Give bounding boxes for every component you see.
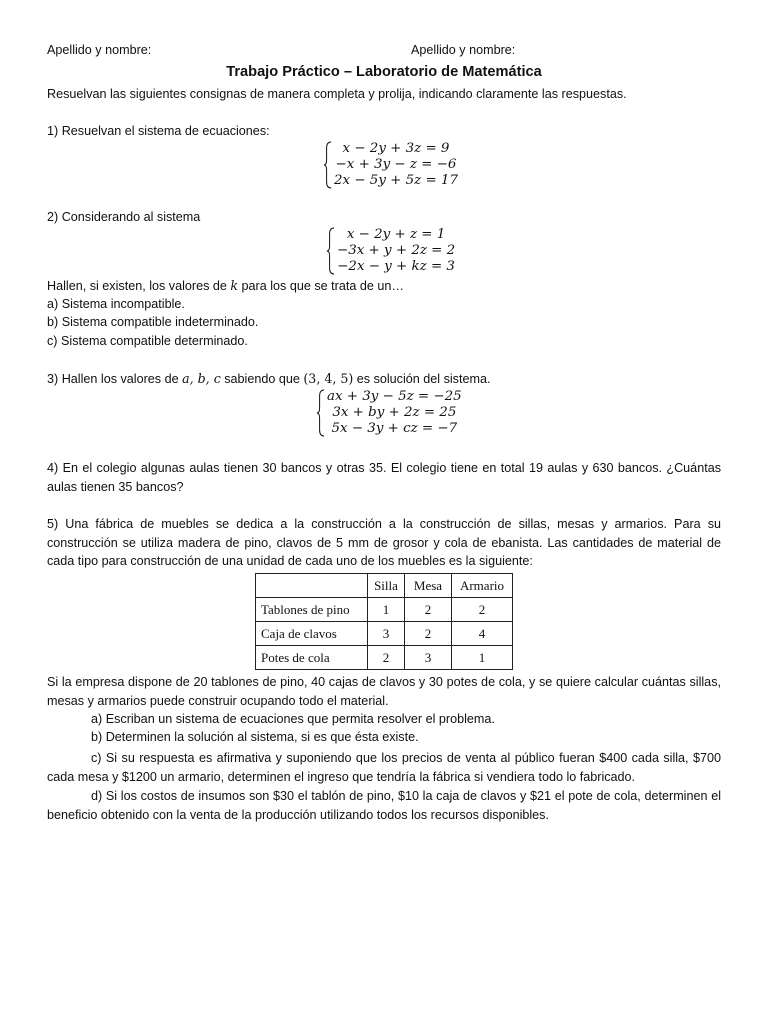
table-cell: Tablones de pino [256, 598, 368, 622]
q1-equation: −x + 3y − z = −6 [335, 157, 457, 172]
table-cell: 1 [368, 598, 405, 622]
name-label-right: Apellido y nombre: [411, 43, 516, 57]
table-cell: 3 [405, 646, 452, 670]
table-header-cell: Armario [452, 574, 513, 598]
q5-text: 5) Una fábrica de muebles se dedica a la construcción a la construcción de sillas, mesas y armarios. Para su construcción se utiliza madera de pino, clavos de 5 mm de grosor y cola de ebanista. Las cantidades de material de cada tipo para construcción de una unidad de cada uno de los muebles es la siguiente: [47, 517, 721, 569]
q3-text-after: es solución del sistema. [353, 372, 491, 386]
name-label-left: Apellido y nombre: [47, 43, 152, 57]
brace-icon [316, 389, 325, 437]
q3-equation: 5x − 3y + cz = −7 [331, 421, 458, 436]
q3-system [316, 389, 462, 437]
table-cell: 2 [368, 646, 405, 670]
brace-icon [323, 141, 332, 189]
q5-item-b: b) Determinen la solución al sistema, si es que ésta existe. [91, 730, 419, 744]
q2-equation: x − 2y + z = 1 [346, 227, 446, 242]
q2-prompt-before: Hallen, si existen, los valores de [47, 279, 231, 293]
q2-prompt-var: k [230, 278, 239, 293]
q2-equation: −3x + y + 2z = 2 [337, 243, 456, 258]
table-cell: 4 [452, 622, 513, 646]
q2-option-b: b) Sistema compatible indeterminado. [47, 315, 259, 329]
q2-equation: −2x − y + kz = 3 [337, 259, 455, 274]
table-header-cell [256, 574, 368, 598]
q5-after-table: Si la empresa dispone de 20 tablones de pino, 40 cajas de clavos y 30 potes de cola, y se quiere calcular cuántas sillas, mesas y armarios puede construir ocupando todo el material. [47, 675, 721, 708]
q3-text [47, 371, 490, 386]
table-row [256, 646, 513, 670]
q4-text: 4) En el colegio algunas aulas tienen 30 bancos y otras 35. El colegio tiene en total 19 aulas y 630 bancos. ¿Cuántas aulas tienen 35 bancos? [47, 461, 721, 494]
table-cell: 2 [405, 598, 452, 622]
q5-item-d: d) Si los costos de insumos son $30 el tablón de pino, $10 la caja de clavos y $21 el pote de cola, determinen el beneficio obtenido con la venta de la producción utilizando todos los recursos disponibles. [47, 789, 721, 822]
q5-item-a: a) Escriban un sistema de ecuaciones que permita resolver el problema. [91, 712, 495, 726]
q2-prompt-after: para los que se trata de un… [238, 279, 404, 293]
table-cell: 3 [368, 622, 405, 646]
q3-equation: 3x + by + 2z = 25 [332, 405, 457, 420]
table-cell: Potes de cola [256, 646, 368, 670]
q1-equation: x − 2y + 3z = 9 [342, 141, 450, 156]
intro-text: Resuelvan las siguientes consignas de manera completa y prolija, indicando claramente las respuestas. [47, 87, 627, 101]
table-cell: 2 [405, 622, 452, 646]
table-row [256, 622, 513, 646]
materials-table [255, 573, 513, 670]
q5-item-c: c) Si su respuesta es afirmativa y suponiendo que los precios de venta al público fueran $400 cada silla, $700 cada mesa y $1200 un armario, determinen el ingreso que tendría la fábrica si vendiera todo lo fabricado. [47, 751, 721, 784]
page-title: Trabajo Práctico – Laboratorio de Matemática [226, 64, 542, 80]
table-header-row [256, 574, 513, 598]
q3-point: (3, 4, 5) [303, 371, 354, 386]
q2-option-a: a) Sistema incompatible. [47, 297, 185, 311]
q1-equation: 2x − 5y + 5z = 17 [334, 173, 458, 188]
table-cell: 1 [452, 646, 513, 670]
q2-prompt [47, 278, 404, 293]
q2-system [326, 227, 455, 275]
table-cell: Caja de clavos [256, 622, 368, 646]
q2-option-c: c) Sistema compatible determinado. [47, 334, 248, 348]
table-row [256, 598, 513, 622]
q1-system [323, 141, 458, 189]
q3-text-before: 3) Hallen los valores de [47, 372, 183, 386]
q3-text-mid: sabiendo que [220, 372, 304, 386]
table-header-cell: Silla [368, 574, 405, 598]
q3-equation: ax + 3y − 5z = −25 [327, 389, 462, 404]
table-header-cell: Mesa [405, 574, 452, 598]
q2-text: 2) Considerando al sistema [47, 210, 201, 224]
q1-text: 1) Resuelvan el sistema de ecuaciones: [47, 124, 270, 138]
q3-vars: a, b, c [182, 371, 221, 386]
table-cell: 2 [452, 598, 513, 622]
brace-icon [326, 227, 335, 275]
